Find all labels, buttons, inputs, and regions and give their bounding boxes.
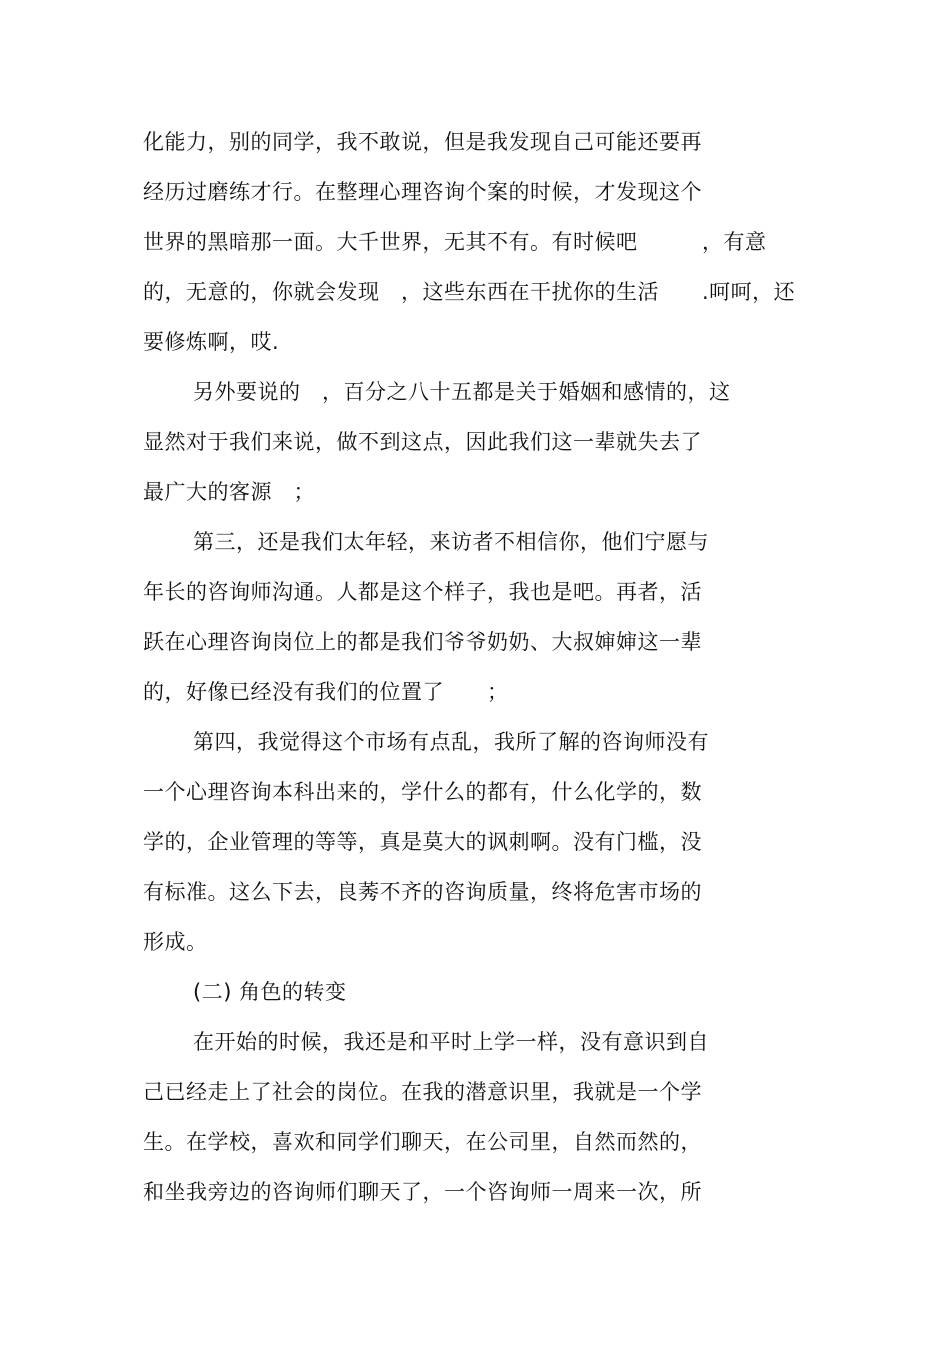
text-line: 化能力，别的同学，我不敢说，但是我发现自己可能还要再 [143,130,702,154]
text-line: 和坐我旁边的咨询师们聊天了，一个咨询师一周来一次，所 [143,1180,702,1204]
section-heading: (二) 角色的转变 [193,980,347,1004]
text-line: 学的，企业管理的等等，真是莫大的讽刺啊。没有门槛，没 [143,830,702,854]
text-line: 要修炼啊，哎. [143,330,280,354]
text-line: 经历过磨练才行。在整理心理咨询个案的时候，才发现这个 [143,180,702,204]
text-line: 一个心理咨询本科出来的，学什么的都有，什么化学的，数 [143,780,702,804]
paragraph-start-line: 第四，我觉得这个市场有点乱，我所了解的咨询师没有 [193,730,709,754]
text-line: 形成。 [143,930,208,954]
text-line: 跃在心理咨询岗位上的都是我们爷爷奶奶、大叔婶婶这一辈 [143,630,702,654]
paragraph-start-line: 在开始的时候，我还是和平时上学一样，没有意识到自 [193,1030,709,1054]
text-line: 的，无意的，你就会发现 ，这些东西在干扰你的生活 .呵呵，还 [143,280,796,304]
text-line: 有标准。这么下去，良莠不齐的咨询质量，终将危害市场的 [143,880,702,904]
text-line: 年长的咨询师沟通。人都是这个样子，我也是吧。再者，活 [143,580,702,604]
paragraph-start-line: 另外要说的 ，百分之八十五都是关于婚姻和感情的，这 [193,380,731,404]
text-line: 显然对于我们来说，做不到这点，因此我们这一辈就失去了 [143,430,702,454]
text-line: 生。在学校，喜欢和同学们聊天，在公司里，自然而然的， [143,1130,702,1154]
text-line: 己已经走上了社会的岗位。在我的潜意识里，我就是一个学 [143,1080,702,1104]
text-line: 的，好像已经没有我们的位置了 ； [143,680,509,704]
paragraph-start-line: 第三，还是我们太年轻，来访者不相信你，他们宁愿与 [193,530,709,554]
text-line: 最广大的客源 ； [143,480,315,504]
text-line: 世界的黑暗那一面。大千世界，无其不有。有时候吧 ，有意 [143,230,767,254]
